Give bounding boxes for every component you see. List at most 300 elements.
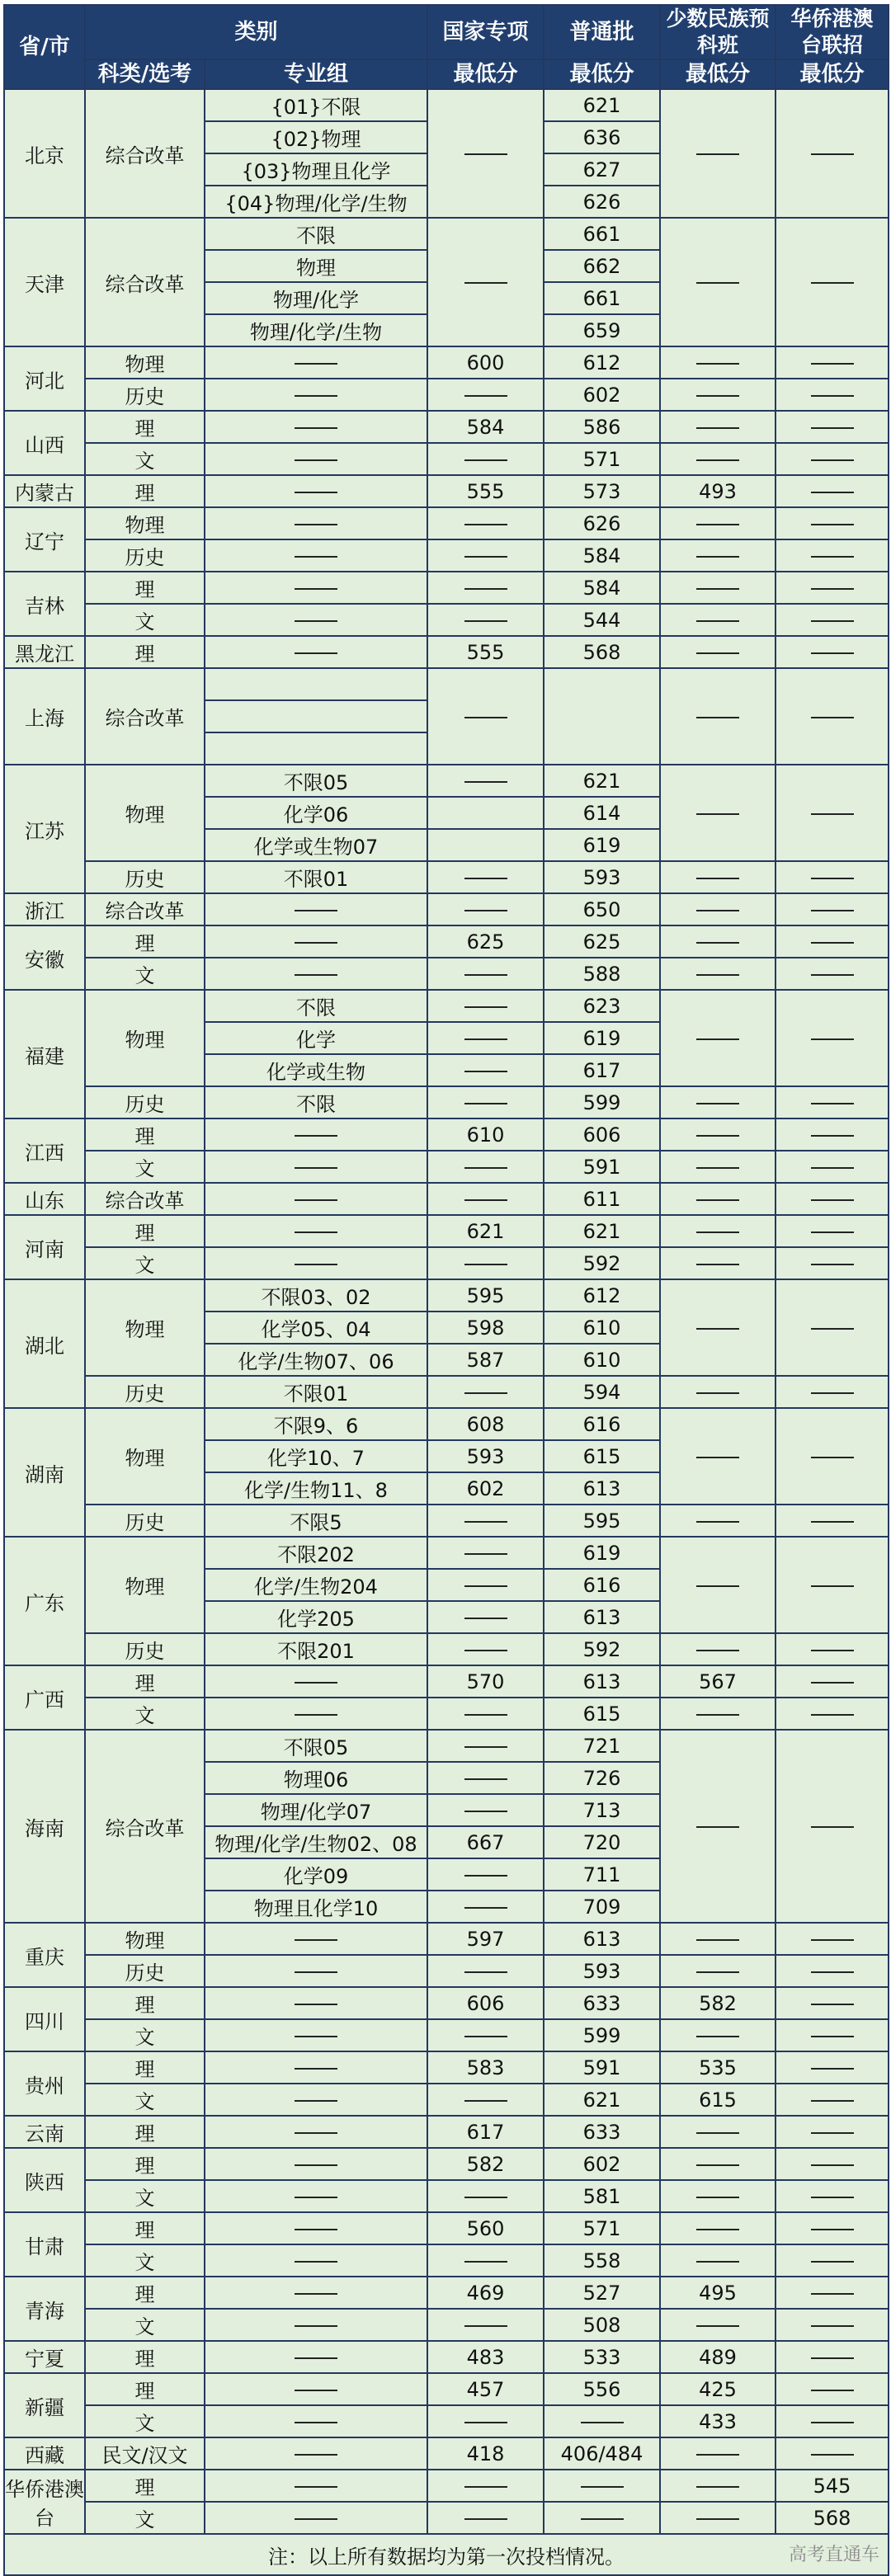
national-score-cell [427, 1183, 544, 1215]
subject-cell: 文 [85, 2244, 205, 2277]
dash-mark [696, 153, 739, 155]
minority-score-cell [660, 1633, 776, 1665]
group-cell: 不限5 [205, 1505, 427, 1537]
dash-mark [696, 427, 739, 429]
dash-mark [295, 1231, 337, 1233]
dash-mark [581, 2518, 624, 2520]
national-score-cell: 483 [427, 2341, 544, 2373]
national-score-cell: 595 [427, 1279, 544, 1312]
province-cell: 吉林 [4, 572, 85, 636]
minority-score-cell [660, 2019, 776, 2051]
national-score-cell: 610 [427, 1118, 544, 1151]
dash-mark [811, 1939, 854, 1941]
regular-score-cell: 619 [544, 829, 660, 861]
subject-cell: 理 [85, 572, 205, 604]
dash-mark [464, 2036, 507, 2037]
minority-score-cell [660, 1408, 776, 1505]
hmt-score-cell [776, 1633, 889, 1665]
regular-score-cell: 636 [544, 121, 660, 153]
dash-mark [295, 2100, 337, 2102]
subject-cell: 理 [85, 925, 205, 958]
hmt-score-cell [776, 539, 889, 572]
regular-score-cell [544, 2470, 660, 2502]
hmt-score-cell [776, 2019, 889, 2051]
hmt-score-cell [776, 636, 889, 668]
regular-score-cell: 709 [544, 1891, 660, 1923]
regular-score-cell: 623 [544, 990, 660, 1022]
minority-score-cell [660, 1151, 776, 1183]
group-cell: 物理且化学10 [205, 1891, 427, 1923]
regular-score-cell: 626 [544, 186, 660, 218]
minority-score-cell [660, 2212, 776, 2244]
national-score-cell [427, 2309, 544, 2341]
dash-mark [696, 2229, 739, 2230]
table-row [4, 2502, 889, 2534]
group-cell [205, 1151, 427, 1183]
hmt-score-cell [776, 2116, 889, 2148]
minority-header: 少数民族预科班 [660, 5, 776, 59]
dash-mark [464, 1553, 507, 1555]
minority-score-cell: 495 [660, 2277, 776, 2309]
dash-mark [295, 2068, 337, 2070]
dash-mark [696, 2454, 739, 2456]
province-cell: 浙江 [4, 893, 85, 925]
table-body [4, 89, 889, 2534]
hmt-score-cell [776, 1987, 889, 2019]
province-cell: 陕西 [4, 2148, 85, 2212]
dash-mark [696, 1038, 739, 1040]
dash-mark [464, 1585, 507, 1587]
dash-mark [811, 652, 854, 654]
hmt-score-cell [776, 2084, 889, 2116]
group-cell [205, 2180, 427, 2212]
dash-mark [811, 910, 854, 911]
hmt-score-cell [776, 958, 889, 990]
minority-score-cell: 615 [660, 2084, 776, 2116]
group-cell: 化学/生物11、8 [205, 1472, 427, 1505]
dash-mark [811, 1971, 854, 1973]
minority-score-cell [660, 1923, 776, 1955]
minority-score-cell [660, 958, 776, 990]
province-cell: 重庆 [4, 1923, 85, 1987]
hmt-score-cell [776, 1537, 889, 1633]
dash-mark [696, 2197, 739, 2198]
province-cell: 辽宁 [4, 507, 85, 572]
subject-cell: 理 [85, 2148, 205, 2180]
group-cell: 化学10、7 [205, 1440, 427, 1472]
hmt-score-cell: 568 [776, 2502, 889, 2534]
table-row [4, 1376, 889, 1408]
minority-score-cell [660, 990, 776, 1086]
subject-cell: 民文/汉文 [85, 2437, 205, 2470]
province-cell: 安徽 [4, 925, 85, 990]
national-score-cell [427, 572, 544, 604]
dash-mark [295, 1714, 337, 1716]
minority-score-cell [660, 925, 776, 958]
dash-mark [811, 2422, 854, 2423]
hmt-score-cell [776, 2180, 889, 2212]
regular-score-cell: 606 [544, 1118, 660, 1151]
admission-score-table [3, 4, 889, 2576]
regular-score-cell: 661 [544, 218, 660, 250]
national-score-cell [427, 604, 544, 636]
group-cell [205, 1183, 427, 1215]
minority-score-cell [660, 539, 776, 572]
national-score-cell [427, 2180, 544, 2212]
group-cell: 不限202 [205, 1537, 427, 1569]
table-row [4, 636, 889, 668]
subject-cell: 物理 [85, 507, 205, 539]
regular-score-cell: 615 [544, 1440, 660, 1472]
subject-cell: 历史 [85, 1376, 205, 1408]
hmt-score-cell [776, 1376, 889, 1408]
hmt-score-cell [776, 218, 889, 346]
national-score-cell [427, 893, 544, 925]
national-score-cell: 469 [427, 2277, 544, 2309]
dash-mark [811, 1199, 854, 1201]
dash-mark [696, 1521, 739, 1523]
province-cell: 湖北 [4, 1279, 85, 1408]
regular-score-cell: 621 [544, 1215, 660, 1247]
subject-cell: 物理 [85, 990, 205, 1086]
national-score-cell [427, 765, 544, 797]
table-row [4, 2148, 889, 2180]
hmt-score-cell [776, 1118, 889, 1151]
dash-mark [811, 395, 854, 397]
national-score-cell [427, 2470, 544, 2502]
subject-cell: 物理 [85, 346, 205, 379]
dash-mark [811, 1521, 854, 1523]
table-row [4, 1633, 889, 1665]
regular-score-cell: 406/484 [544, 2437, 660, 2470]
national-score-cell [427, 1891, 544, 1923]
dash-mark [811, 153, 854, 155]
dash-mark [811, 2164, 854, 2166]
dash-mark [696, 1971, 739, 1973]
dash-mark [295, 556, 337, 558]
group-cell [205, 1698, 427, 1730]
dash-mark [464, 1650, 507, 1651]
regular-score-cell: 592 [544, 1633, 660, 1665]
table-row [4, 2084, 889, 2116]
regular-score-cell: 619 [544, 1022, 660, 1054]
table-row [4, 2116, 889, 2148]
hmt-score-cell [776, 1698, 889, 1730]
minority-score-cell [660, 2502, 776, 2534]
regular-score-cell: 611 [544, 1183, 660, 1215]
hmt-score-cell [776, 2148, 889, 2180]
dash-mark [295, 652, 337, 654]
national-score-cell [427, 1537, 544, 1569]
province-cell: 宁夏 [4, 2341, 85, 2373]
province-cell: 湖南 [4, 1408, 85, 1537]
regular-score-cell: 625 [544, 925, 660, 958]
dash-mark [464, 1875, 507, 1877]
dash-mark [696, 652, 739, 654]
group-cell: {02}物理 [205, 121, 427, 153]
dash-mark [464, 1038, 507, 1040]
table-row [4, 2341, 889, 2373]
group-cell: 化学或生物 [205, 1054, 427, 1086]
dash-mark [295, 910, 337, 911]
group-cell [205, 604, 427, 636]
dash-mark [295, 2325, 337, 2327]
national-score-cell [427, 1698, 544, 1730]
dash-mark [811, 2100, 854, 2102]
group-cell [205, 925, 427, 958]
group-cell: 不限01 [205, 861, 427, 893]
dash-mark [464, 2325, 507, 2327]
national-score-cell [427, 990, 544, 1022]
group-cell: 物理/化学07 [205, 1794, 427, 1826]
dash-mark [295, 2486, 337, 2488]
dash-mark [464, 1521, 507, 1523]
dash-mark [464, 2518, 507, 2520]
group-cell [205, 2244, 427, 2277]
dash-mark [811, 1714, 854, 1716]
table-row [4, 1730, 889, 1762]
dash-mark [696, 363, 739, 365]
dash-mark [464, 1778, 507, 1780]
hmt-score-cell: 545 [776, 2470, 889, 2502]
national-score-cell [427, 1858, 544, 1891]
group-cell [205, 668, 427, 700]
group-cell [205, 732, 427, 765]
province-cell: 云南 [4, 2116, 85, 2148]
dash-mark [696, 1585, 739, 1587]
group-cell: 不限 [205, 990, 427, 1022]
national-score-cell [427, 2405, 544, 2437]
regular-score-cell: 614 [544, 797, 660, 829]
hmt-score-cell [776, 1183, 889, 1215]
regular-score-cell: 617 [544, 1054, 660, 1086]
table-row [4, 539, 889, 572]
group-cell: 物理/化学 [205, 282, 427, 314]
regular-score-cell: 595 [544, 1505, 660, 1537]
hmt-score-cell [776, 89, 889, 218]
minority-score-cell [660, 346, 776, 379]
minority-score-cell [660, 1247, 776, 1279]
hmt-score-cell [776, 765, 889, 861]
hmt-header: 华侨港澳台联招 [776, 5, 889, 59]
regular-score-cell: 659 [544, 314, 660, 346]
dash-mark [696, 395, 739, 397]
regular-score-cell: 593 [544, 861, 660, 893]
dash-mark [696, 620, 739, 622]
group-cell: {01}不限 [205, 89, 427, 121]
regular-score-cell: 616 [544, 1408, 660, 1440]
dash-mark [464, 1714, 507, 1716]
dash-mark [696, 1103, 739, 1104]
province-cell: 广东 [4, 1537, 85, 1665]
dash-mark [464, 556, 507, 558]
table-row [4, 1086, 889, 1118]
dash-mark [811, 2197, 854, 2198]
dash-mark [295, 1971, 337, 1973]
dash-mark [295, 2229, 337, 2230]
table-row [4, 861, 889, 893]
national-score-cell [427, 1376, 544, 1408]
dash-mark [811, 2004, 854, 2005]
dash-mark [295, 588, 337, 590]
regular-score-cell: 610 [544, 1312, 660, 1344]
dash-mark [811, 1682, 854, 1684]
minority-score-cell [660, 572, 776, 604]
hmt-score-cell [776, 1923, 889, 1955]
dash-mark [696, 1199, 739, 1201]
subject-cell: 文 [85, 604, 205, 636]
dash-mark [464, 717, 507, 718]
table-row [4, 2309, 889, 2341]
national-score-cell [427, 1086, 544, 1118]
regular-score-cell: 616 [544, 1569, 660, 1601]
regular-score-cell: 613 [544, 1601, 660, 1633]
table-row [4, 1537, 889, 1569]
hmt-score-cell [776, 379, 889, 411]
dash-mark [464, 1071, 507, 1072]
regular-score-cell: 584 [544, 572, 660, 604]
table-row [4, 1955, 889, 1987]
regular-score-cell [544, 2405, 660, 2437]
dash-mark [811, 2036, 854, 2037]
group-cell [205, 2148, 427, 2180]
national-score-cell [427, 1569, 544, 1601]
dash-mark [811, 2229, 854, 2230]
group-cell: 化学205 [205, 1601, 427, 1633]
dash-mark [696, 2164, 739, 2166]
group-cell [205, 443, 427, 475]
table-row [4, 1151, 889, 1183]
group-cell: 化学/生物07、06 [205, 1344, 427, 1376]
group-cell: 不限 [205, 218, 427, 250]
subject-cell: 文 [85, 2084, 205, 2116]
dash-mark [811, 2325, 854, 2327]
regular-score-cell: 613 [544, 1665, 660, 1698]
minority-score-cell [660, 893, 776, 925]
dash-mark [811, 1585, 854, 1587]
dash-mark [696, 2486, 739, 2488]
dash-mark [696, 1167, 739, 1169]
dash-mark [696, 2132, 739, 2134]
national-score-cell: 602 [427, 1472, 544, 1505]
minority-score-cell [660, 668, 776, 765]
group-cell: 化学/生物204 [205, 1569, 427, 1601]
hmt-score-cell [776, 1505, 889, 1537]
subject-cell: 理 [85, 2212, 205, 2244]
dash-mark [811, 1392, 854, 1394]
national-score-cell [427, 829, 544, 861]
minority-score-cell: 535 [660, 2051, 776, 2084]
regular-score-cell: 533 [544, 2341, 660, 2373]
hmt-score-cell [776, 1730, 889, 1923]
table-row [4, 2019, 889, 2051]
dash-mark [464, 282, 507, 284]
national-score-cell [427, 797, 544, 829]
hmt-score-cell [776, 2277, 889, 2309]
regular-score-cell: 621 [544, 89, 660, 121]
group-cell [205, 2373, 427, 2405]
hmt-score-cell [776, 507, 889, 539]
dash-mark [464, 878, 507, 879]
national-score-cell: 606 [427, 1987, 544, 2019]
minority-score-cell [660, 1376, 776, 1408]
group-cell [205, 475, 427, 507]
dash-mark [696, 2518, 739, 2520]
dash-mark [696, 974, 739, 976]
province-cell: 贵州 [4, 2051, 85, 2116]
minority-score-cell [660, 636, 776, 668]
regular-score-cell: 558 [544, 2244, 660, 2277]
dash-mark [811, 1231, 854, 1233]
national-score-cell [427, 379, 544, 411]
dash-mark [811, 459, 854, 461]
national-score-cell: 583 [427, 2051, 544, 2084]
minority-score-cell [660, 379, 776, 411]
dash-mark [811, 588, 854, 590]
group-cell [205, 1247, 427, 1279]
table-row [4, 89, 889, 121]
dash-mark [464, 1006, 507, 1008]
dash-mark [464, 1618, 507, 1619]
national-score-cell: 617 [427, 2116, 544, 2148]
group-cell [205, 411, 427, 443]
hmt-score-cell [776, 604, 889, 636]
dash-mark [696, 1264, 739, 1265]
hmt-score-cell [776, 1086, 889, 1118]
minority-score-cell [660, 1118, 776, 1151]
group-cell [205, 2502, 427, 2534]
regular-score-cell: 610 [544, 1344, 660, 1376]
table-row [4, 1698, 889, 1730]
dash-mark [295, 2197, 337, 2198]
dash-mark [464, 1746, 507, 1748]
national-score-cell [427, 218, 544, 346]
national-score-cell [427, 2084, 544, 2116]
group-cell: 化学 [205, 1022, 427, 1054]
table-row [4, 1665, 889, 1698]
province-cell: 北京 [4, 89, 85, 218]
regular-score-cell: 720 [544, 1826, 660, 1858]
dash-mark [696, 1939, 739, 1941]
national-score-cell: 598 [427, 1312, 544, 1344]
minority-score-cell [660, 2470, 776, 2502]
group-cell [205, 1215, 427, 1247]
dash-mark [811, 2132, 854, 2134]
table-row [4, 1247, 889, 1279]
subject-cell: 历史 [85, 539, 205, 572]
regular-score-cell: 621 [544, 2084, 660, 2116]
minority-score-cell [660, 2148, 776, 2180]
group-cell: 化学或生物07 [205, 829, 427, 861]
minority-score-cell [660, 861, 776, 893]
group-cell [205, 958, 427, 990]
dash-mark [464, 2486, 507, 2488]
regular-score-cell: 599 [544, 2019, 660, 2051]
subject-cell: 综合改革 [85, 89, 205, 218]
dash-mark [811, 492, 854, 493]
national-score-cell: 593 [427, 1440, 544, 1472]
subject-cell: 理 [85, 2373, 205, 2405]
group-cell [205, 1955, 427, 1987]
group-cell: 不限03、02 [205, 1279, 427, 1312]
subject-cell: 综合改革 [85, 893, 205, 925]
hmt-min-header: 最低分 [776, 59, 889, 89]
regular-score-cell: 621 [544, 765, 660, 797]
dash-mark [811, 1135, 854, 1137]
minority-score-cell: 489 [660, 2341, 776, 2373]
province-cell: 广西 [4, 1665, 85, 1730]
regular-score-cell: 588 [544, 958, 660, 990]
